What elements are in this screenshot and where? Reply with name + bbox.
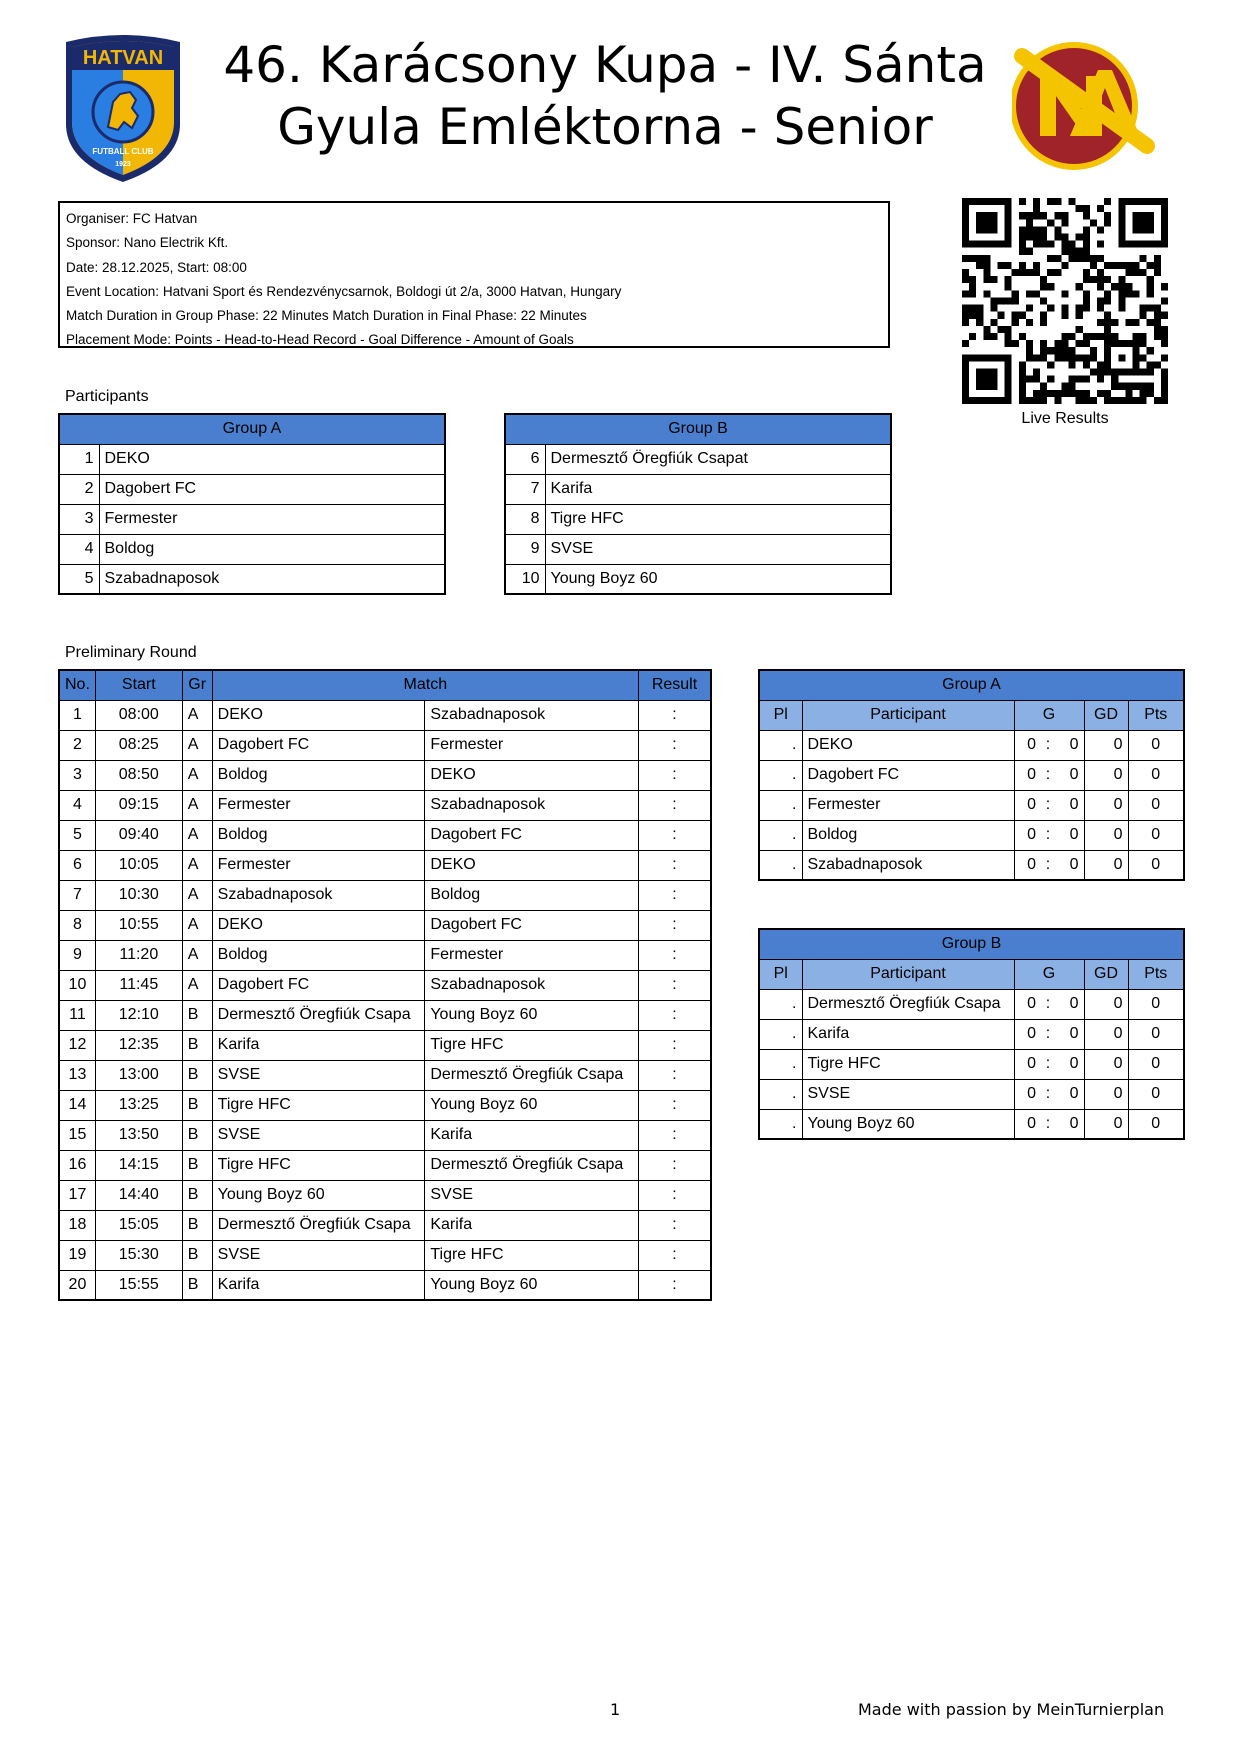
goals-for: 0 xyxy=(1014,989,1041,1019)
standings-row xyxy=(759,1019,1184,1049)
goals-for: 0 xyxy=(1014,790,1041,820)
col-result: Result xyxy=(639,670,712,700)
participant-number: 3 xyxy=(59,504,99,534)
goals-separator: : xyxy=(1041,850,1055,880)
participant-number: 5 xyxy=(59,564,99,594)
match-result: : xyxy=(639,700,712,730)
goals-for: 0 xyxy=(1014,730,1041,760)
match-away-team: Dermesztő Öregfiúk Csapa xyxy=(425,1060,639,1090)
group-a-header: Group A xyxy=(59,414,445,444)
match-result: : xyxy=(639,1240,712,1270)
match-number: 2 xyxy=(59,730,95,760)
standing-participant: Karifa xyxy=(802,1019,1014,1049)
match-result: : xyxy=(639,1000,712,1030)
participant-row xyxy=(505,564,891,594)
match-group: A xyxy=(182,940,212,970)
match-row xyxy=(59,1150,711,1180)
participant-number: 9 xyxy=(505,534,545,564)
standing-participant: Boldog xyxy=(802,820,1014,850)
participant-row xyxy=(59,564,445,594)
col-gd: GD xyxy=(1084,700,1128,730)
goal-difference: 0 xyxy=(1084,1079,1128,1109)
match-home-team: Szabadnaposok xyxy=(212,880,425,910)
goals-against: 0 xyxy=(1055,790,1084,820)
match-home-team: DEKO xyxy=(212,700,425,730)
participant-row xyxy=(505,474,891,504)
goal-difference: 0 xyxy=(1084,850,1128,880)
match-number: 4 xyxy=(59,790,95,820)
goals-separator: : xyxy=(1041,730,1055,760)
match-start-time: 08:50 xyxy=(95,760,182,790)
match-row xyxy=(59,910,711,940)
participant-name: Dermesztő Öregfiúk Csapat xyxy=(545,444,891,474)
match-home-team: Tigre HFC xyxy=(212,1150,425,1180)
standing-place: . xyxy=(759,760,802,790)
match-group: B xyxy=(182,1270,212,1300)
match-away-team: Tigre HFC xyxy=(425,1030,639,1060)
points: 0 xyxy=(1128,1049,1184,1079)
standings-row xyxy=(759,1079,1184,1109)
points: 0 xyxy=(1128,1019,1184,1049)
match-away-team: Szabadnaposok xyxy=(425,970,639,1000)
participant-row xyxy=(59,534,445,564)
standing-place: . xyxy=(759,790,802,820)
participant-name: Fermester xyxy=(99,504,445,534)
goals-separator: : xyxy=(1041,1109,1055,1139)
match-result: : xyxy=(639,940,712,970)
match-home-team: Boldog xyxy=(212,820,425,850)
match-row xyxy=(59,730,711,760)
points: 0 xyxy=(1128,850,1184,880)
goals-for: 0 xyxy=(1014,1049,1041,1079)
participant-name: Szabadnaposok xyxy=(99,564,445,594)
match-start-time: 11:45 xyxy=(95,970,182,1000)
match-start-time: 13:00 xyxy=(95,1060,182,1090)
participant-row xyxy=(505,444,891,474)
match-number: 10 xyxy=(59,970,95,1000)
title-line-1: 46. Karácsony Kupa - IV. Sánta xyxy=(223,36,987,94)
participant-name: Tigre HFC xyxy=(545,504,891,534)
match-away-team: SVSE xyxy=(425,1180,639,1210)
match-home-team: Tigre HFC xyxy=(212,1090,425,1120)
match-group: B xyxy=(182,1240,212,1270)
col-participant: Participant xyxy=(802,700,1014,730)
standing-place: . xyxy=(759,850,802,880)
standings-row xyxy=(759,1049,1184,1079)
info-date: Date: 28.12.2025, Start: 08:00 xyxy=(66,259,247,275)
match-result: : xyxy=(639,760,712,790)
match-number: 13 xyxy=(59,1060,95,1090)
match-number: 3 xyxy=(59,760,95,790)
match-result: : xyxy=(639,850,712,880)
group-b-header: Group B xyxy=(505,414,891,444)
standings-row xyxy=(759,820,1184,850)
standings-group-b-table xyxy=(758,928,1185,1140)
goals-for: 0 xyxy=(1014,1079,1041,1109)
goals-against: 0 xyxy=(1055,1109,1084,1139)
match-row xyxy=(59,1270,711,1300)
goals-against: 0 xyxy=(1055,850,1084,880)
match-home-team: Dermesztő Öregfiúk Csapa xyxy=(212,1000,425,1030)
goals-for: 0 xyxy=(1014,820,1041,850)
standings-row xyxy=(759,760,1184,790)
goals-against: 0 xyxy=(1055,1049,1084,1079)
standings-row xyxy=(759,850,1184,880)
match-number: 20 xyxy=(59,1270,95,1300)
match-start-time: 09:40 xyxy=(95,820,182,850)
standing-place: . xyxy=(759,1019,802,1049)
match-result: : xyxy=(639,1060,712,1090)
match-row xyxy=(59,760,711,790)
goals-against: 0 xyxy=(1055,820,1084,850)
match-start-time: 08:25 xyxy=(95,730,182,760)
match-row xyxy=(59,850,711,880)
match-start-time: 10:30 xyxy=(95,880,182,910)
participant-name: Young Boyz 60 xyxy=(545,564,891,594)
match-row xyxy=(59,940,711,970)
standings-row xyxy=(759,790,1184,820)
participants-group-a-table xyxy=(58,413,446,595)
match-row xyxy=(59,1000,711,1030)
svg-text:1923: 1923 xyxy=(115,161,131,168)
match-home-team: Fermester xyxy=(212,790,425,820)
match-away-team: Fermester xyxy=(425,730,639,760)
standing-place: . xyxy=(759,1109,802,1139)
points: 0 xyxy=(1128,760,1184,790)
match-group: B xyxy=(182,1150,212,1180)
match-group: A xyxy=(182,820,212,850)
goals-against: 0 xyxy=(1055,1079,1084,1109)
match-start-time: 14:40 xyxy=(95,1180,182,1210)
match-number: 15 xyxy=(59,1120,95,1150)
goal-difference: 0 xyxy=(1084,730,1128,760)
standing-participant: Fermester xyxy=(802,790,1014,820)
match-away-team: Szabadnaposok xyxy=(425,700,639,730)
participant-row xyxy=(59,474,445,504)
match-group: A xyxy=(182,790,212,820)
match-result: : xyxy=(639,1150,712,1180)
match-start-time: 12:10 xyxy=(95,1000,182,1030)
goal-difference: 0 xyxy=(1084,1049,1128,1079)
match-group: B xyxy=(182,1000,212,1030)
match-group: B xyxy=(182,1060,212,1090)
svg-text:HATVAN: HATVAN xyxy=(82,47,164,69)
participants-label: Participants xyxy=(65,388,149,405)
standing-place: . xyxy=(759,820,802,850)
info-organiser: Organiser: FC Hatvan xyxy=(66,211,198,226)
match-home-team: Boldog xyxy=(212,940,425,970)
goals-against: 0 xyxy=(1055,1019,1084,1049)
col-gr: Gr xyxy=(182,670,212,700)
hatvan-club-logo xyxy=(58,32,188,184)
goal-difference: 0 xyxy=(1084,1109,1128,1139)
goals-separator: : xyxy=(1041,820,1055,850)
col-no: No. xyxy=(59,670,95,700)
match-group: A xyxy=(182,850,212,880)
match-number: 5 xyxy=(59,820,95,850)
match-home-team: SVSE xyxy=(212,1120,425,1150)
goals-for: 0 xyxy=(1014,760,1041,790)
match-number: 11 xyxy=(59,1000,95,1030)
participant-row xyxy=(505,504,891,534)
match-group: B xyxy=(182,1030,212,1060)
goals-against: 0 xyxy=(1055,989,1084,1019)
match-start-time: 11:20 xyxy=(95,940,182,970)
title-line-2: Gyula Emléktorna - Senior xyxy=(277,98,933,156)
standings-row xyxy=(759,1109,1184,1139)
match-number: 7 xyxy=(59,880,95,910)
match-start-time: 13:50 xyxy=(95,1120,182,1150)
svg-text:FUTBALL CLUB: FUTBALL CLUB xyxy=(92,147,154,156)
match-row xyxy=(59,790,711,820)
goals-separator: : xyxy=(1041,760,1055,790)
match-group: A xyxy=(182,700,212,730)
match-home-team: Fermester xyxy=(212,850,425,880)
info-sponsor: Sponsor: Nano Electrik Kft. xyxy=(66,235,229,251)
match-home-team: DEKO xyxy=(212,910,425,940)
col-gd: GD xyxy=(1084,959,1128,989)
standing-place: . xyxy=(759,730,802,760)
match-number: 8 xyxy=(59,910,95,940)
match-result: : xyxy=(639,1090,712,1120)
match-start-time: 10:55 xyxy=(95,910,182,940)
col-g: G xyxy=(1014,959,1084,989)
participant-number: 7 xyxy=(505,474,545,504)
match-row xyxy=(59,1240,711,1270)
col-match: Match xyxy=(212,670,638,700)
match-away-team: Young Boyz 60 xyxy=(425,1270,639,1300)
participant-name: Dagobert FC xyxy=(99,474,445,504)
match-number: 12 xyxy=(59,1030,95,1060)
points: 0 xyxy=(1128,1109,1184,1139)
match-start-time: 13:25 xyxy=(95,1090,182,1120)
participant-name: Boldog xyxy=(99,534,445,564)
qr-label: Live Results xyxy=(1021,410,1109,427)
match-number: 18 xyxy=(59,1210,95,1240)
goals-separator: : xyxy=(1041,790,1055,820)
col-g: G xyxy=(1014,700,1084,730)
info-duration: Match Duration in Group Phase: 22 Minutes Match Duration in Final Phase: 22 Minutes xyxy=(66,308,587,324)
match-away-team: DEKO xyxy=(425,760,639,790)
preliminary-round-label: Preliminary Round xyxy=(65,644,197,661)
match-number: 16 xyxy=(59,1150,95,1180)
participant-number: 2 xyxy=(59,474,99,504)
match-result: : xyxy=(639,1030,712,1060)
standing-participant: Young Boyz 60 xyxy=(802,1109,1014,1139)
match-away-team: Karifa xyxy=(425,1210,639,1240)
goals-against: 0 xyxy=(1055,730,1084,760)
match-group: A xyxy=(182,730,212,760)
participants-group-b-table xyxy=(504,413,892,595)
match-start-time: 09:15 xyxy=(95,790,182,820)
standing-place: . xyxy=(759,989,802,1019)
standing-participant: Dagobert FC xyxy=(802,760,1014,790)
match-home-team: SVSE xyxy=(212,1240,425,1270)
match-group: B xyxy=(182,1210,212,1240)
col-pts: Pts xyxy=(1128,700,1184,730)
match-result: : xyxy=(639,730,712,760)
participant-number: 10 xyxy=(505,564,545,594)
match-row xyxy=(59,880,711,910)
footer-credit: Made with passion by MeinTurnierplan xyxy=(858,1700,1165,1719)
live-results-qr-code[interactable] xyxy=(962,198,1168,404)
page-number: 1 xyxy=(610,1700,621,1719)
match-row xyxy=(59,1030,711,1060)
match-home-team: Boldog xyxy=(212,760,425,790)
tournament-info-box xyxy=(58,201,890,348)
match-home-team: Young Boyz 60 xyxy=(212,1180,425,1210)
goal-difference: 0 xyxy=(1084,760,1128,790)
goals-for: 0 xyxy=(1014,850,1041,880)
participant-row xyxy=(59,444,445,474)
match-away-team: Fermester xyxy=(425,940,639,970)
participant-name: DEKO xyxy=(99,444,445,474)
goals-separator: : xyxy=(1041,1049,1055,1079)
goals-separator: : xyxy=(1041,1019,1055,1049)
participant-name: Karifa xyxy=(545,474,891,504)
participant-number: 1 xyxy=(59,444,99,474)
match-result: : xyxy=(639,970,712,1000)
match-row xyxy=(59,1090,711,1120)
standing-place: . xyxy=(759,1079,802,1109)
match-home-team: Karifa xyxy=(212,1030,425,1060)
goals-separator: : xyxy=(1041,1079,1055,1109)
standing-place: . xyxy=(759,1049,802,1079)
participant-row xyxy=(59,504,445,534)
nano-sponsor-logo xyxy=(1012,36,1162,186)
match-away-team: Karifa xyxy=(425,1120,639,1150)
match-away-team: DEKO xyxy=(425,850,639,880)
match-start-time: 10:05 xyxy=(95,850,182,880)
points: 0 xyxy=(1128,989,1184,1019)
match-home-team: Dagobert FC xyxy=(212,730,425,760)
standings-a-title: Group A xyxy=(759,670,1184,700)
match-away-team: Szabadnaposok xyxy=(425,790,639,820)
match-group: B xyxy=(182,1090,212,1120)
standing-participant: Dermesztő Öregfiúk Csapa xyxy=(802,989,1014,1019)
match-away-team: Dagobert FC xyxy=(425,910,639,940)
match-start-time: 15:30 xyxy=(95,1240,182,1270)
match-home-team: Karifa xyxy=(212,1270,425,1300)
goal-difference: 0 xyxy=(1084,1019,1128,1049)
match-row xyxy=(59,1120,711,1150)
goals-against: 0 xyxy=(1055,760,1084,790)
participant-name: SVSE xyxy=(545,534,891,564)
standings-group-a-table xyxy=(758,669,1185,881)
page-title xyxy=(215,34,995,158)
match-number: 1 xyxy=(59,700,95,730)
participant-number: 4 xyxy=(59,534,99,564)
points: 0 xyxy=(1128,1079,1184,1109)
match-number: 6 xyxy=(59,850,95,880)
match-away-team: Young Boyz 60 xyxy=(425,1000,639,1030)
match-start-time: 12:35 xyxy=(95,1030,182,1060)
match-start-time: 08:00 xyxy=(95,700,182,730)
match-result: : xyxy=(639,1270,712,1300)
match-start-time: 15:55 xyxy=(95,1270,182,1300)
match-away-team: Dagobert FC xyxy=(425,820,639,850)
match-row xyxy=(59,1060,711,1090)
participant-row xyxy=(505,534,891,564)
match-result: : xyxy=(639,880,712,910)
match-home-team: Dagobert FC xyxy=(212,970,425,1000)
match-away-team: Dermesztő Öregfiúk Csapa xyxy=(425,1150,639,1180)
match-result: : xyxy=(639,1120,712,1150)
col-start: Start xyxy=(95,670,182,700)
standing-participant: Tigre HFC xyxy=(802,1049,1014,1079)
goals-for: 0 xyxy=(1014,1019,1041,1049)
match-group: B xyxy=(182,1180,212,1210)
info-placement: Placement Mode: Points - Head-to-Head Record - Goal Difference - Amount of Goals xyxy=(66,332,574,348)
match-home-team: SVSE xyxy=(212,1060,425,1090)
preliminary-matches-table xyxy=(58,669,712,1301)
match-number: 9 xyxy=(59,940,95,970)
match-home-team: Dermesztő Öregfiúk Csapa xyxy=(212,1210,425,1240)
standings-row xyxy=(759,730,1184,760)
points: 0 xyxy=(1128,790,1184,820)
match-number: 19 xyxy=(59,1240,95,1270)
match-row xyxy=(59,700,711,730)
match-row xyxy=(59,1180,711,1210)
match-result: : xyxy=(639,790,712,820)
match-result: : xyxy=(639,820,712,850)
standing-participant: SVSE xyxy=(802,1079,1014,1109)
col-pl: Pl xyxy=(759,700,802,730)
points: 0 xyxy=(1128,730,1184,760)
goal-difference: 0 xyxy=(1084,820,1128,850)
match-away-team: Tigre HFC xyxy=(425,1240,639,1270)
participant-number: 8 xyxy=(505,504,545,534)
match-result: : xyxy=(639,1180,712,1210)
match-start-time: 14:15 xyxy=(95,1150,182,1180)
match-away-team: Boldog xyxy=(425,880,639,910)
match-start-time: 15:05 xyxy=(95,1210,182,1240)
col-pl: Pl xyxy=(759,959,802,989)
info-location: Event Location: Hatvani Sport és Rendezvénycsarnok, Boldogi út 2/a, 3000 Hatvan, Hungary xyxy=(66,283,622,299)
match-number: 17 xyxy=(59,1180,95,1210)
standings-b-title: Group B xyxy=(759,929,1184,959)
col-pts: Pts xyxy=(1128,959,1184,989)
points: 0 xyxy=(1128,820,1184,850)
goal-difference: 0 xyxy=(1084,989,1128,1019)
goals-separator: : xyxy=(1041,989,1055,1019)
match-row xyxy=(59,970,711,1000)
standings-row xyxy=(759,989,1184,1019)
match-group: A xyxy=(182,760,212,790)
col-participant: Participant xyxy=(802,959,1014,989)
match-group: A xyxy=(182,910,212,940)
goal-difference: 0 xyxy=(1084,790,1128,820)
match-away-team: Young Boyz 60 xyxy=(425,1090,639,1120)
match-result: : xyxy=(639,910,712,940)
standing-participant: DEKO xyxy=(802,730,1014,760)
match-result: : xyxy=(639,1210,712,1240)
match-group: B xyxy=(182,1120,212,1150)
match-number: 14 xyxy=(59,1090,95,1120)
standing-participant: Szabadnaposok xyxy=(802,850,1014,880)
match-group: A xyxy=(182,970,212,1000)
match-row xyxy=(59,1210,711,1240)
participant-number: 6 xyxy=(505,444,545,474)
match-group: A xyxy=(182,880,212,910)
match-row xyxy=(59,820,711,850)
goals-for: 0 xyxy=(1014,1109,1041,1139)
